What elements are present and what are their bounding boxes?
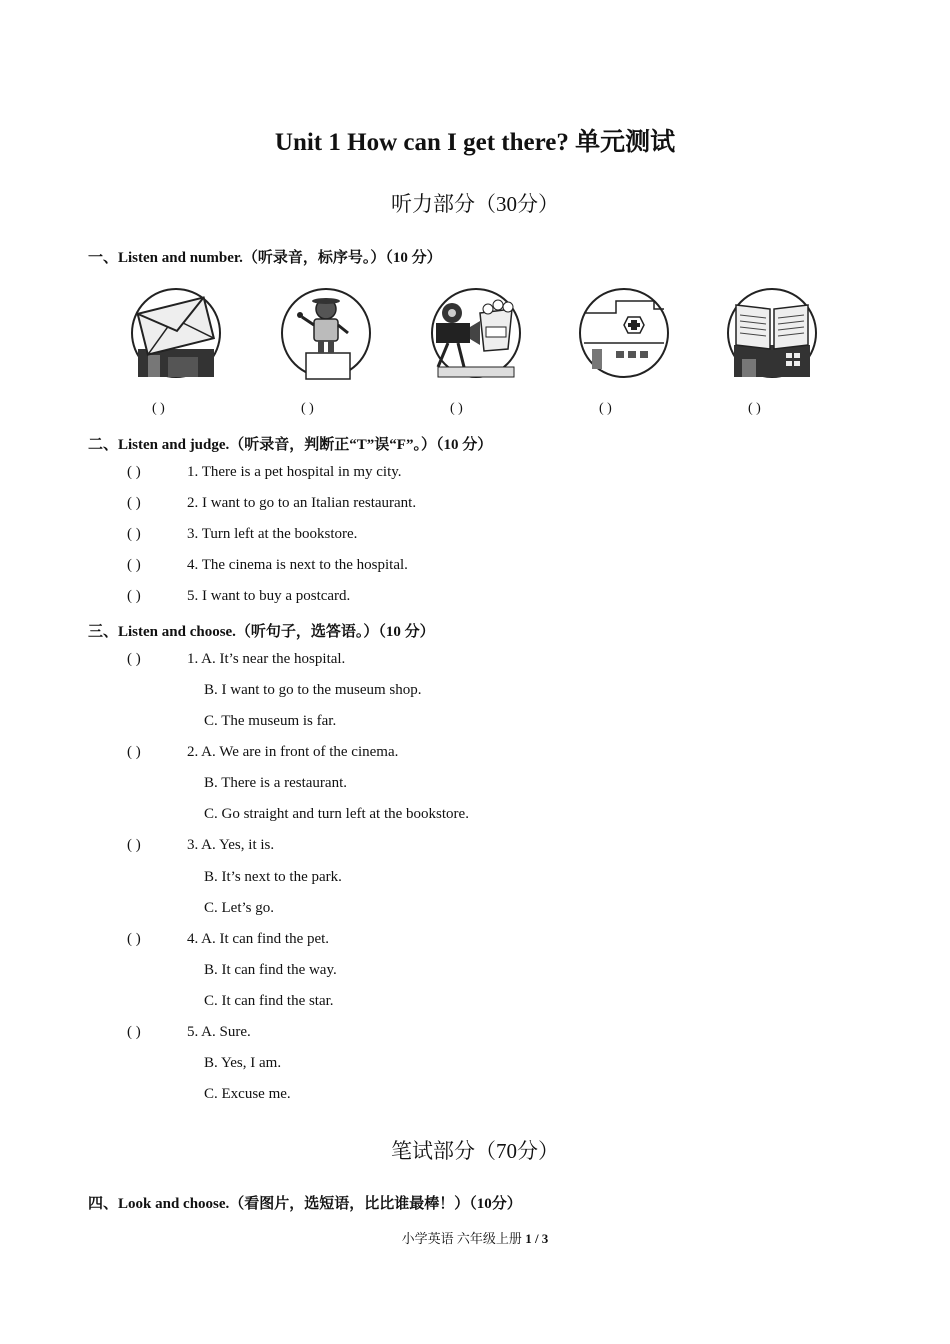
judge-item-2: 2. I want to go to an Italian restaurant. [187, 495, 417, 511]
choose-3-option-c: C. Let’s go. [204, 900, 274, 916]
part4-heading: 四、Look and choose.（看图片，选短语，比比谁最棒！）（10分） [88, 1196, 522, 1212]
choose-3-option-a: 3. A. Yes, it is. [187, 837, 275, 853]
judge-item-4: 4. The cinema is next to the hospital. [187, 557, 408, 573]
choose-blank-2[interactable]: ( ) [127, 744, 141, 760]
choose-blank-4[interactable]: ( ) [127, 931, 141, 947]
judge-item-1: 1. There is a pet hospital in my city. [187, 464, 402, 480]
envelope-icon [128, 287, 224, 383]
judge-blank-2[interactable]: ( ) [127, 495, 141, 511]
choose-3-option-b: B. It’s next to the park. [204, 869, 342, 885]
part3-heading: 三、Listen and choose.（听句子，选答语。）（10 分） [88, 624, 435, 640]
choose-2-option-b: B. There is a restaurant. [204, 775, 348, 791]
choose-4-option-a: 4. A. It can find the pet. [187, 931, 330, 947]
hospital-icon [576, 287, 672, 383]
choose-blank-3[interactable]: ( ) [127, 837, 141, 853]
choose-1-option-b: B. I want to go to the museum shop. [204, 682, 422, 698]
book-icon [724, 287, 820, 383]
footer-subject: 小学英语 六年级上册 [401, 1231, 522, 1246]
page-title: Unit 1 How can I get there? 单元测试 [274, 129, 676, 156]
judge-blank-1[interactable]: ( ) [127, 464, 141, 480]
picture-4-blank[interactable]: ( ) [599, 401, 612, 416]
part2-heading: 二、Listen and judge.（听录音，判断正“T”误“F”。）（10 分） [88, 437, 493, 453]
cinema-icon [428, 287, 524, 383]
picture-5-blank[interactable]: ( ) [748, 401, 761, 416]
choose-2-option-a: 2. A. We are in front of the cinema. [187, 744, 399, 760]
robot-icon [278, 287, 374, 383]
footer-page-number: 1 / 3 [525, 1231, 549, 1246]
picture-3-blank[interactable]: ( ) [450, 401, 463, 416]
choose-4-option-c: C. It can find the star. [204, 993, 334, 1009]
page-footer [0, 1228, 950, 1247]
judge-blank-5[interactable]: ( ) [127, 588, 141, 604]
listening-section-heading: 听力部分（30分） [391, 192, 559, 216]
choose-1-option-c: C. The museum is far. [204, 713, 337, 729]
judge-blank-4[interactable]: ( ) [127, 557, 141, 573]
writing-section-heading: 笔试部分（70分） [391, 1139, 559, 1163]
choose-blank-1[interactable]: ( ) [127, 651, 141, 667]
choose-blank-5[interactable]: ( ) [127, 1024, 141, 1040]
choose-1-option-a: 1. A. It’s near the hospital. [187, 651, 346, 667]
choose-4-option-b: B. It can find the way. [204, 962, 337, 978]
part1-heading: 一、Listen and number.（听录音，标序号。）（10 分） [88, 250, 442, 266]
picture-1-blank[interactable]: ( ) [152, 401, 165, 416]
choose-5-option-a: 5. A. Sure. [187, 1024, 251, 1040]
picture-2-blank[interactable]: ( ) [301, 401, 314, 416]
choose-5-option-b: B. Yes, I am. [204, 1055, 282, 1071]
choose-5-option-c: C. Excuse me. [204, 1086, 291, 1102]
judge-item-5: 5. I want to buy a postcard. [187, 588, 351, 604]
judge-blank-3[interactable]: ( ) [127, 526, 141, 542]
choose-2-option-c: C. Go straight and turn left at the bookstore. [204, 806, 469, 822]
judge-item-3: 3. Turn left at the bookstore. [187, 526, 358, 542]
